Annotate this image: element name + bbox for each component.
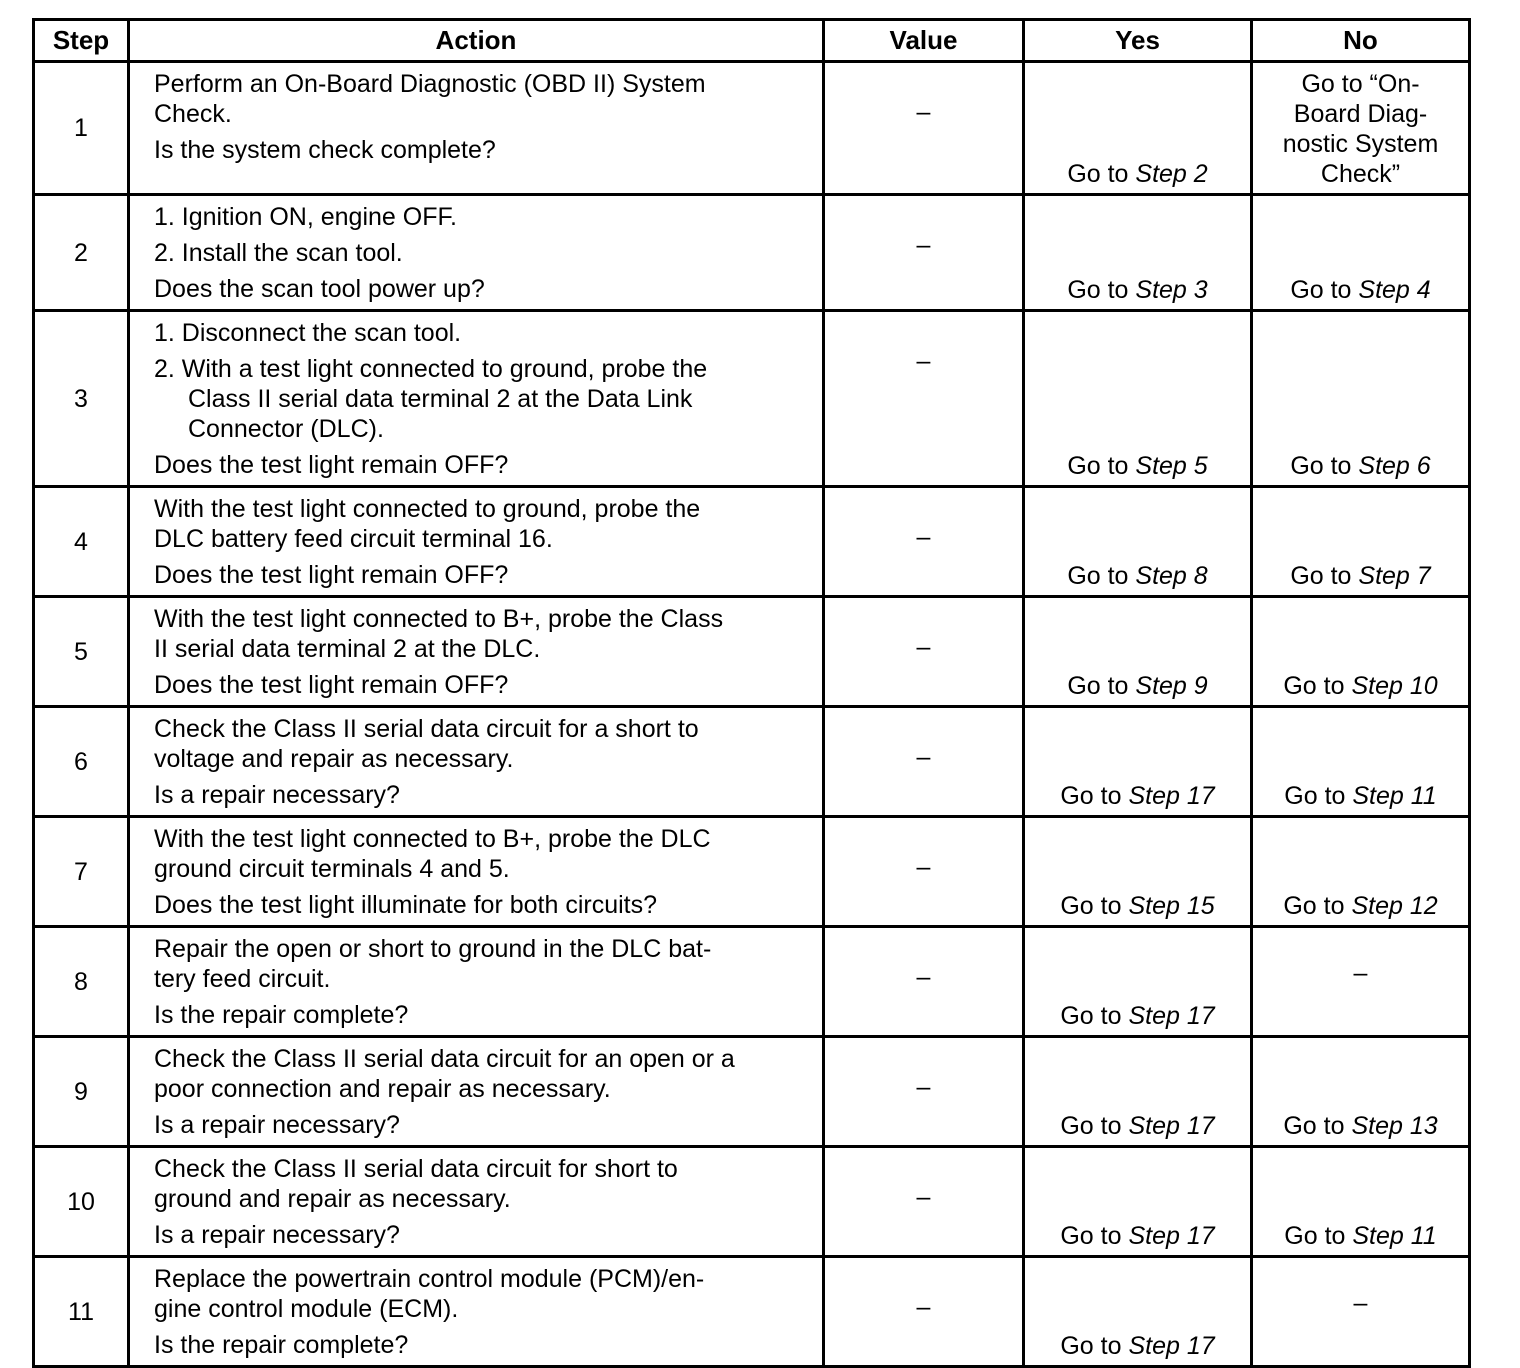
action-line: voltage and repair as necessary. [154, 745, 514, 773]
yes-cell [1024, 487, 1252, 597]
yes-cell [1024, 1147, 1252, 1257]
action-line: Does the test light remain OFF? [154, 561, 509, 589]
action-line: Does the scan tool power up? [154, 275, 485, 303]
no-step-ref: Step 11 [1352, 782, 1437, 810]
yes-step-ref: Step 15 [1128, 892, 1215, 920]
no-cell: – [1252, 927, 1470, 1037]
no-cell [1252, 817, 1470, 927]
value-cell: – [824, 597, 1024, 707]
no-step-ref: Step 13 [1351, 1112, 1438, 1140]
goto-prefix: Go to [1060, 1222, 1129, 1250]
action-line: Is the system check complete? [154, 136, 496, 164]
goto-prefix: Go to [1060, 782, 1129, 810]
value-cell: – [824, 707, 1024, 817]
step-number: 5 [34, 597, 129, 707]
value-cell: – [824, 927, 1024, 1037]
yes-step-ref: Step 17 [1128, 1332, 1215, 1360]
goto-prefix: Go to [1283, 892, 1352, 920]
action-cell [129, 927, 824, 1037]
yes-cell [1024, 1037, 1252, 1147]
step-number: 4 [34, 487, 129, 597]
step-number: 10 [34, 1147, 129, 1257]
table-row [34, 487, 1470, 597]
goto-prefix: Go to [1283, 672, 1352, 700]
no-cell: – [1252, 1257, 1470, 1367]
goto-prefix: Go to [1067, 562, 1136, 590]
action-line: 1. Disconnect the scan tool. [154, 319, 462, 347]
value-cell: – [824, 487, 1024, 597]
action-line: II serial data terminal 2 at the DLC. [154, 635, 541, 663]
table-row [34, 1257, 1470, 1367]
action-line: Does the test light remain OFF? [154, 671, 509, 699]
yes-step-ref: Step 17 [1128, 782, 1215, 810]
action-line: Check. [154, 100, 232, 128]
action-cell [129, 311, 824, 487]
no-step-ref: Step 12 [1351, 892, 1438, 920]
table-row [34, 817, 1470, 927]
header-row [34, 20, 1470, 62]
goto-prefix: Go to [1284, 1222, 1353, 1250]
yes-step-ref: Step 8 [1135, 562, 1208, 590]
step-number: 7 [34, 817, 129, 927]
action-line: Is a repair necessary? [154, 1221, 400, 1249]
goto-prefix: Go to [1067, 452, 1136, 480]
goto-prefix: Go to [1290, 276, 1359, 304]
action-line: tery feed circuit. [154, 965, 331, 993]
action-line: 2. Install the scan tool. [154, 239, 403, 267]
value-cell: – [824, 1257, 1024, 1367]
action-line: Is the repair complete? [154, 1001, 409, 1029]
table-row [34, 1037, 1470, 1147]
no-cell [1252, 487, 1470, 597]
no-step-ref: Step 11 [1352, 1222, 1437, 1250]
header-no: No [1252, 20, 1470, 62]
step-number: 2 [34, 195, 129, 311]
diagnostic-table [32, 18, 1471, 1368]
goto-prefix: Go to [1060, 1332, 1129, 1360]
action-line: Connector (DLC). [188, 415, 384, 443]
action-line: DLC battery feed circuit terminal 16. [154, 525, 553, 553]
action-line: gine control module (ECM). [154, 1295, 459, 1323]
table-row [34, 311, 1470, 487]
yes-cell [1024, 597, 1252, 707]
goto-prefix: Go to [1283, 1112, 1352, 1140]
step-number: 9 [34, 1037, 129, 1147]
goto-prefix: Go to [1067, 672, 1136, 700]
no-cell [1252, 707, 1470, 817]
action-line: Is a repair necessary? [154, 1111, 400, 1139]
value-cell: – [824, 195, 1024, 311]
action-line: Check the Class II serial data circuit for short to [154, 1155, 678, 1183]
yes-step-ref: Step 17 [1128, 1222, 1215, 1250]
no-line: Board Diag- [1293, 100, 1428, 128]
no-cell [1252, 195, 1470, 311]
yes-step-ref: Step 5 [1135, 452, 1208, 480]
action-line: With the test light connected to B+, probe the Class [154, 605, 724, 633]
goto-prefix: Go to [1067, 276, 1136, 304]
action-line: Perform an On-Board Diagnostic (OBD II) System [154, 70, 706, 98]
goto-prefix: Go to [1060, 1002, 1129, 1030]
value-cell: – [824, 817, 1024, 927]
no-cell [1252, 62, 1470, 195]
action-line: ground and repair as necessary. [154, 1185, 511, 1213]
no-cell [1252, 311, 1470, 487]
action-line: Is the repair complete? [154, 1331, 409, 1359]
table-row [34, 597, 1470, 707]
action-line: poor connection and repair as necessary. [154, 1075, 611, 1103]
no-line: Go to “On- [1301, 70, 1420, 98]
action-line: With the test light connected to B+, probe the DLC [154, 825, 711, 853]
step-number: 8 [34, 927, 129, 1037]
action-cell [129, 62, 824, 195]
action-cell [129, 707, 824, 817]
step-number: 11 [34, 1257, 129, 1367]
yes-cell [1024, 1257, 1252, 1367]
value-cell: – [824, 311, 1024, 487]
action-line: Does the test light illuminate for both circuits? [154, 891, 658, 919]
table-row [34, 62, 1470, 195]
value-cell: – [824, 1147, 1024, 1257]
action-cell [129, 195, 824, 311]
goto-prefix: Go to [1290, 562, 1359, 590]
yes-step-ref: Step 17 [1128, 1002, 1215, 1030]
action-cell [129, 817, 824, 927]
yes-step-ref: Step 9 [1135, 672, 1208, 700]
action-line: Replace the powertrain control module (PCM)/en- [154, 1265, 705, 1293]
yes-step-ref: Step 3 [1135, 276, 1208, 304]
header-action: Action [129, 20, 824, 62]
action-cell [129, 487, 824, 597]
yes-cell [1024, 195, 1252, 311]
no-cell [1252, 1147, 1470, 1257]
yes-step-ref: Step 2 [1135, 160, 1208, 188]
yes-cell [1024, 707, 1252, 817]
yes-cell [1024, 927, 1252, 1037]
no-step-ref: Step 10 [1351, 672, 1438, 700]
step-number: 3 [34, 311, 129, 487]
no-cell [1252, 1037, 1470, 1147]
header-value: Value [824, 20, 1024, 62]
action-line: Check the Class II serial data circuit for a short to [154, 715, 699, 743]
yes-cell [1024, 311, 1252, 487]
yes-cell [1024, 817, 1252, 927]
step-number: 1 [34, 62, 129, 195]
no-step-ref: Step 4 [1358, 276, 1431, 304]
table-row [34, 195, 1470, 311]
goto-prefix: Go to [1060, 1112, 1129, 1140]
action-line: With the test light connected to ground, probe the [154, 495, 701, 523]
action-line: Repair the open or short to ground in the DLC bat- [154, 935, 712, 963]
action-cell [129, 1147, 824, 1257]
goto-prefix: Go to [1284, 782, 1353, 810]
action-line: ground circuit terminals 4 and 5. [154, 855, 510, 883]
header-step: Step [34, 20, 129, 62]
action-line: Does the test light remain OFF? [154, 451, 509, 479]
table-row [34, 707, 1470, 817]
action-line: Check the Class II serial data circuit for an open or a [154, 1045, 735, 1073]
no-cell [1252, 597, 1470, 707]
action-line: Class II serial data terminal 2 at the Data Link [188, 385, 693, 413]
yes-step-ref: Step 17 [1128, 1112, 1215, 1140]
goto-prefix: Go to [1067, 160, 1136, 188]
header-yes: Yes [1024, 20, 1252, 62]
value-cell: – [824, 62, 1024, 195]
action-line: 2. With a test light connected to ground, probe the [154, 355, 708, 383]
action-cell [129, 597, 824, 707]
no-step-ref: Step 6 [1358, 452, 1431, 480]
action-cell [129, 1257, 824, 1367]
goto-prefix: Go to [1290, 452, 1359, 480]
value-cell: – [824, 1037, 1024, 1147]
table-body [34, 62, 1470, 1367]
action-line: Is a repair necessary? [154, 781, 400, 809]
action-cell [129, 1037, 824, 1147]
table-row [34, 1147, 1470, 1257]
table-row [34, 927, 1470, 1037]
no-line: nostic System [1282, 130, 1439, 158]
step-number: 6 [34, 707, 129, 817]
action-line: 1. Ignition ON, engine OFF. [154, 203, 457, 231]
yes-cell [1024, 62, 1252, 195]
goto-prefix: Go to [1060, 892, 1129, 920]
no-step-ref: Step 7 [1358, 562, 1431, 590]
no-line: Check” [1320, 160, 1401, 188]
